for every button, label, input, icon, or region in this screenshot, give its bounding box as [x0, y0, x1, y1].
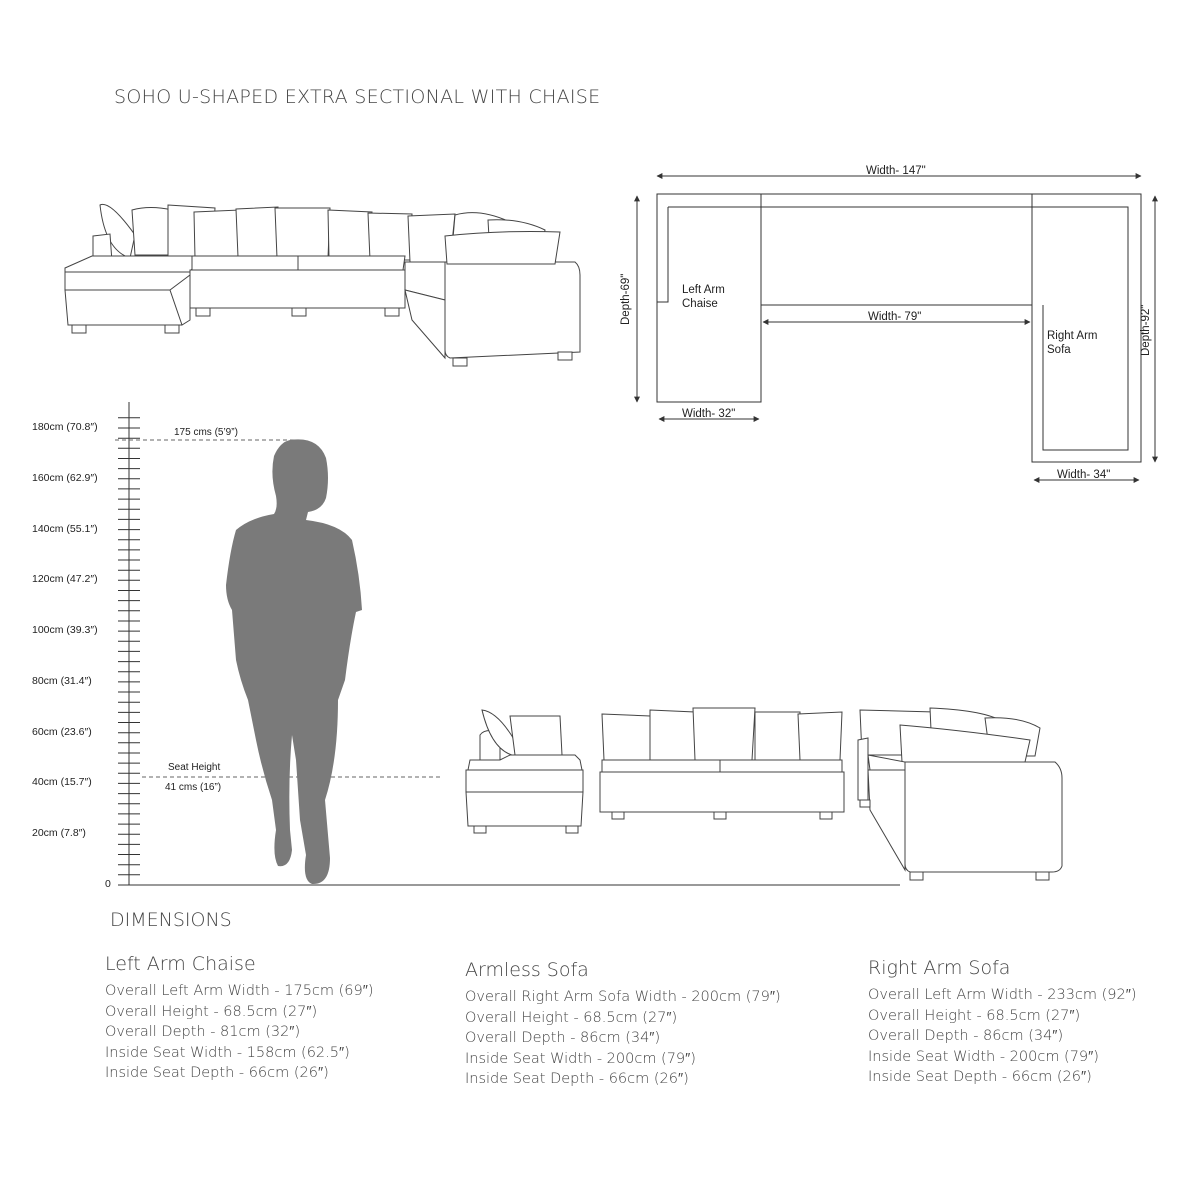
dimensions-heading: DIMENSIONS [110, 909, 232, 931]
scale-tick-label: 60cm (23.6″) [32, 725, 92, 738]
dimension-column-left-arm-chaise [105, 953, 374, 1084]
plan-middle-width-label: Width- 79" [868, 311, 922, 323]
human-silhouette [226, 439, 362, 884]
spec-line: Overall Height - 68.5cm (27″) [105, 1003, 318, 1020]
spec-line: Inside Seat Width - 158cm (62.5″) [105, 1044, 350, 1061]
plan-right-depth-label: Depth-92" [1140, 304, 1152, 356]
plan-right-label-line1: Right Arm [1047, 330, 1098, 342]
plan-view [637, 176, 1155, 480]
spec-line: Overall Height - 68.5cm (27″) [868, 1007, 1081, 1024]
spec-line: Overall Left Arm Width - 233cm (92″) [868, 987, 1137, 1003]
dimension-column-armless-sofa [465, 959, 781, 1090]
plan-chaise-width-label: Width- 32" [682, 408, 736, 420]
scale-tick-label: 120cm (47.2″) [32, 573, 98, 586]
scale-tick-label: 40cm (15.7″) [32, 776, 92, 789]
scale-tick-label: 0 [105, 878, 111, 890]
spec-line: Inside Seat Depth - 66cm (26″) [868, 1069, 1092, 1085]
column-title: Left Arm Chaise [105, 953, 256, 975]
plan-total-width-label: Width- 147" [866, 165, 926, 177]
seat-height-value: 41 cms (16”) [165, 782, 222, 793]
plan-left-depth-label: Depth-69" [620, 273, 632, 325]
plan-sofa-width-label: Width- 34" [1057, 469, 1111, 481]
right-arm-sofa-drawing [858, 708, 1062, 880]
left-arm-chaise-drawing [466, 710, 583, 833]
plan-right-label-line2: Sofa [1047, 344, 1071, 356]
scale-tick-label: 180cm (70.8″) [32, 421, 98, 433]
sectional-perspective-drawing [65, 204, 580, 366]
spec-line: Inside Seat Depth - 66cm (26″) [465, 1071, 689, 1087]
dimension-column-right-arm-sofa [868, 957, 1137, 1088]
spec-line: Inside Seat Depth - 66cm (26″) [105, 1065, 329, 1081]
column-title: Right Arm Sofa [868, 957, 1011, 979]
armless-sofa-drawing [600, 708, 844, 819]
plan-left-label-line2: Chaise [682, 298, 718, 310]
plan-left-label-line1: Left Arm [682, 284, 725, 296]
scale-tick-label: 100cm (39.3″) [32, 624, 98, 637]
scale-tick-label: 20cm (7.8″) [32, 827, 86, 840]
spec-line: Inside Seat Width - 200cm (79″) [465, 1050, 696, 1067]
spec-line: Overall Depth - 81cm (32″) [105, 1024, 301, 1040]
seat-height-label: Seat Height [168, 762, 221, 773]
scale-tick-label: 140cm (55.1″) [32, 522, 98, 535]
person-height-label: 175 cms (5’9”) [174, 427, 238, 438]
spec-line: Overall Left Arm Width - 175cm (69″) [105, 983, 374, 999]
spec-line: Overall Height - 68.5cm (27″) [465, 1009, 678, 1026]
page-title: SOHO U-SHAPED EXTRA SECTIONAL WITH CHAISE [114, 86, 601, 108]
scale-tick-label: 80cm (31.4″) [32, 674, 92, 687]
scale-tick-label: 160cm (62.9″) [32, 471, 98, 484]
spec-line: Overall Right Arm Sofa Width - 200cm (79″) [465, 989, 781, 1005]
spec-line: Overall Depth - 86cm (34″) [868, 1028, 1064, 1044]
spec-line: Inside Seat Width - 200cm (79″) [868, 1048, 1099, 1065]
spec-line: Overall Depth - 86cm (34″) [465, 1030, 661, 1046]
column-title: Armless Sofa [465, 959, 589, 981]
